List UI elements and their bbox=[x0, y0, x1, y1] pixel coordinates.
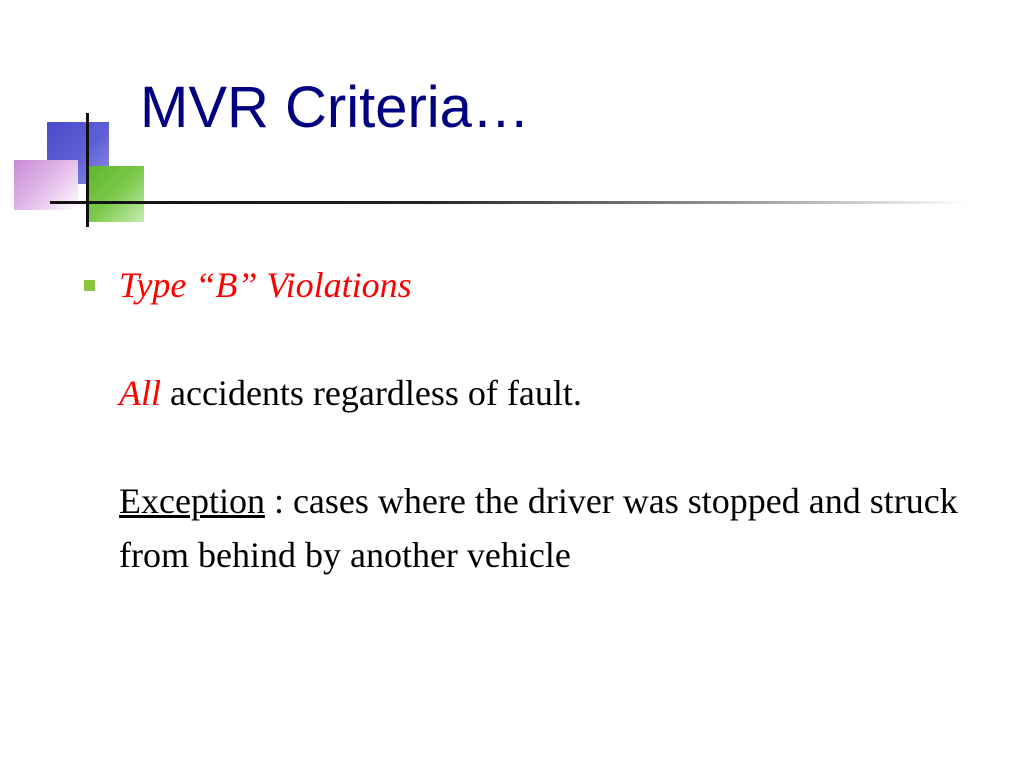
bullet-heading: Type “B” Violations bbox=[119, 265, 412, 305]
green-square-shape bbox=[88, 166, 144, 222]
bullet-content bbox=[119, 258, 959, 582]
vertical-rule bbox=[86, 113, 89, 227]
square-bullet-icon bbox=[84, 280, 95, 291]
all-emphasis: All bbox=[119, 373, 161, 413]
slide-title: MVR Criteria… bbox=[140, 75, 530, 140]
exception-label: Exception bbox=[119, 481, 265, 521]
exception-text: : cases where the driver was stopped and struck from behind by another vehicle bbox=[119, 481, 958, 575]
all-accidents-line bbox=[119, 366, 959, 420]
exception-paragraph bbox=[119, 474, 959, 582]
spacer bbox=[119, 420, 959, 474]
title-underline-rule bbox=[50, 201, 970, 204]
all-accidents-text: accidents regardless of fault. bbox=[161, 373, 582, 413]
spacer bbox=[119, 312, 959, 366]
